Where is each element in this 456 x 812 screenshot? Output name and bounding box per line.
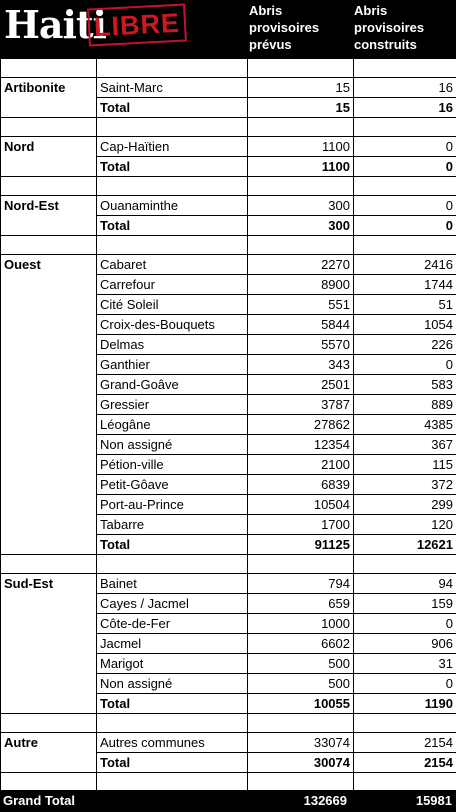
department-cell <box>1 98 97 118</box>
department-cell <box>1 355 97 375</box>
planned-cell: 2270 <box>248 255 354 275</box>
built-cell: 367 <box>354 435 456 455</box>
commune-cell: Cayes / Jacmel <box>97 594 248 614</box>
built-cell <box>354 236 456 255</box>
haiti-libre-logo[interactable] <box>2 2 190 48</box>
table-row <box>1 614 456 634</box>
commune-cell <box>97 236 248 255</box>
commune-cell: Carrefour <box>97 275 248 295</box>
built-cell: 889 <box>354 395 456 415</box>
built-cell: 4385 <box>354 415 456 435</box>
spacer-row <box>1 118 456 137</box>
department-cell <box>1 654 97 674</box>
commune-cell: Petit-Gôave <box>97 475 248 495</box>
commune-cell: Total <box>97 694 248 714</box>
commune-cell: Non assigné <box>97 674 248 694</box>
planned-cell: 551 <box>248 295 354 315</box>
grand-total-planned: 132669 <box>303 793 347 808</box>
table-row <box>1 355 456 375</box>
built-cell: 906 <box>354 634 456 654</box>
table-row <box>1 78 456 98</box>
department-cell <box>1 118 97 137</box>
planned-cell: 12354 <box>248 435 354 455</box>
shelter-table <box>0 58 456 792</box>
commune-cell: Ouanaminthe <box>97 196 248 216</box>
table-row <box>1 335 456 355</box>
total-row <box>1 535 456 555</box>
built-cell: 226 <box>354 335 456 355</box>
built-cell: 120 <box>354 515 456 535</box>
table-row <box>1 295 456 315</box>
planned-cell: 2501 <box>248 375 354 395</box>
department-cell <box>1 753 97 773</box>
column-header-built: Abris provisoires construits <box>354 3 425 52</box>
built-cell: 94 <box>354 574 456 594</box>
commune-cell: Bainet <box>97 574 248 594</box>
table-row <box>1 196 456 216</box>
planned-cell: 1700 <box>248 515 354 535</box>
planned-cell: 500 <box>248 654 354 674</box>
built-cell: 0 <box>354 216 456 236</box>
commune-cell: Pétion-ville <box>97 455 248 475</box>
commune-cell <box>97 773 248 792</box>
planned-cell: 343 <box>248 355 354 375</box>
department-cell <box>1 714 97 733</box>
department-cell <box>1 674 97 694</box>
commune-cell: Croix-des-Bouquets <box>97 315 248 335</box>
total-row <box>1 694 456 714</box>
planned-cell: 300 <box>248 216 354 236</box>
department-cell <box>1 295 97 315</box>
planned-cell <box>248 773 354 792</box>
built-cell: 1744 <box>354 275 456 295</box>
built-cell: 372 <box>354 475 456 495</box>
department-cell <box>1 535 97 555</box>
planned-cell: 500 <box>248 674 354 694</box>
department-cell: Ouest <box>1 255 97 275</box>
spacer-row <box>1 555 456 574</box>
table-row <box>1 255 456 275</box>
department-cell <box>1 634 97 654</box>
logo-libre-text: LIBRE <box>93 7 181 43</box>
spacer-row <box>1 773 456 792</box>
spacer-row <box>1 236 456 255</box>
commune-cell: Marigot <box>97 654 248 674</box>
built-cell <box>354 177 456 196</box>
commune-cell: Total <box>97 216 248 236</box>
planned-cell: 2100 <box>248 455 354 475</box>
built-cell: 16 <box>354 98 456 118</box>
planned-cell <box>248 177 354 196</box>
table-row <box>1 435 456 455</box>
built-cell: 0 <box>354 137 456 157</box>
total-row <box>1 157 456 177</box>
total-row <box>1 753 456 773</box>
planned-cell: 6839 <box>248 475 354 495</box>
table-row <box>1 574 456 594</box>
department-cell: Nord-Est <box>1 196 97 216</box>
planned-cell: 10504 <box>248 495 354 515</box>
planned-cell: 6602 <box>248 634 354 654</box>
department-cell <box>1 335 97 355</box>
planned-cell: 1100 <box>248 137 354 157</box>
planned-cell: 659 <box>248 594 354 614</box>
commune-cell: Cap-Haïtien <box>97 137 248 157</box>
commune-cell: Cité Soleil <box>97 295 248 315</box>
table-row <box>1 275 456 295</box>
table-row <box>1 654 456 674</box>
department-cell <box>1 59 97 78</box>
built-cell: 0 <box>354 614 456 634</box>
department-cell <box>1 773 97 792</box>
logo-haiti-text: Haiti <box>4 2 106 47</box>
shelter-table-body <box>1 59 456 792</box>
built-cell: 1190 <box>354 694 456 714</box>
table-row <box>1 415 456 435</box>
built-cell: 2154 <box>354 753 456 773</box>
table-row <box>1 594 456 614</box>
commune-cell: Total <box>97 753 248 773</box>
planned-cell: 8900 <box>248 275 354 295</box>
commune-cell: Grand-Goâve <box>97 375 248 395</box>
commune-cell: Jacmel <box>97 634 248 654</box>
department-cell: Nord <box>1 137 97 157</box>
department-cell <box>1 455 97 475</box>
planned-cell: 5570 <box>248 335 354 355</box>
planned-cell <box>248 714 354 733</box>
department-cell <box>1 555 97 574</box>
built-cell: 2154 <box>354 733 456 753</box>
grand-total-label: Grand Total <box>3 793 75 808</box>
table-row <box>1 674 456 694</box>
commune-cell: Non assigné <box>97 435 248 455</box>
commune-cell <box>97 714 248 733</box>
commune-cell: Cabaret <box>97 255 248 275</box>
total-row <box>1 216 456 236</box>
built-cell: 583 <box>354 375 456 395</box>
commune-cell: Autres communes <box>97 733 248 753</box>
commune-cell: Côte-de-Fer <box>97 614 248 634</box>
built-cell: 0 <box>354 355 456 375</box>
department-cell <box>1 594 97 614</box>
table-row <box>1 495 456 515</box>
commune-cell <box>97 555 248 574</box>
commune-cell: Delmas <box>97 335 248 355</box>
department-cell <box>1 475 97 495</box>
column-header-planned: Abris provisoires prévus <box>249 3 320 52</box>
commune-cell: Saint-Marc <box>97 78 248 98</box>
department-cell: Artibonite <box>1 78 97 98</box>
built-cell: 2416 <box>354 255 456 275</box>
spacer-row <box>1 59 456 78</box>
commune-cell: Total <box>97 98 248 118</box>
planned-cell <box>248 59 354 78</box>
logo-libre-stamp <box>87 3 187 46</box>
built-cell <box>354 118 456 137</box>
built-cell: 51 <box>354 295 456 315</box>
department-cell <box>1 495 97 515</box>
commune-cell <box>97 59 248 78</box>
table-row <box>1 315 456 335</box>
department-cell <box>1 395 97 415</box>
department-cell <box>1 177 97 196</box>
spacer-row <box>1 177 456 196</box>
built-cell: 1054 <box>354 315 456 335</box>
built-cell: 0 <box>354 196 456 216</box>
table-row <box>1 475 456 495</box>
planned-cell <box>248 555 354 574</box>
department-cell <box>1 515 97 535</box>
planned-cell: 30074 <box>248 753 354 773</box>
planned-cell: 27862 <box>248 415 354 435</box>
planned-cell: 91125 <box>248 535 354 555</box>
built-cell: 159 <box>354 594 456 614</box>
commune-cell: Gressier <box>97 395 248 415</box>
department-cell <box>1 216 97 236</box>
planned-cell: 15 <box>248 78 354 98</box>
department-cell <box>1 614 97 634</box>
built-cell <box>354 555 456 574</box>
table-row <box>1 455 456 475</box>
department-cell <box>1 375 97 395</box>
built-cell <box>354 59 456 78</box>
planned-cell: 33074 <box>248 733 354 753</box>
built-cell: 0 <box>354 674 456 694</box>
department-cell <box>1 275 97 295</box>
built-cell: 16 <box>354 78 456 98</box>
planned-cell: 15 <box>248 98 354 118</box>
department-cell <box>1 694 97 714</box>
grand-total-row <box>0 790 456 812</box>
planned-cell <box>248 118 354 137</box>
built-cell: 0 <box>354 157 456 177</box>
department-cell: Sud-Est <box>1 574 97 594</box>
spacer-row <box>1 714 456 733</box>
planned-cell: 300 <box>248 196 354 216</box>
commune-cell: Total <box>97 535 248 555</box>
planned-cell: 1100 <box>248 157 354 177</box>
department-cell <box>1 415 97 435</box>
commune-cell: Port-au-Prince <box>97 495 248 515</box>
built-cell: 115 <box>354 455 456 475</box>
planned-cell: 1000 <box>248 614 354 634</box>
department-cell <box>1 236 97 255</box>
table-row <box>1 733 456 753</box>
table-row <box>1 137 456 157</box>
header-bar <box>0 0 456 58</box>
commune-cell <box>97 177 248 196</box>
department-cell: Autre <box>1 733 97 753</box>
planned-cell: 10055 <box>248 694 354 714</box>
table-row <box>1 634 456 654</box>
planned-cell: 794 <box>248 574 354 594</box>
commune-cell: Ganthier <box>97 355 248 375</box>
planned-cell: 3787 <box>248 395 354 415</box>
table-row <box>1 375 456 395</box>
built-cell: 31 <box>354 654 456 674</box>
total-row <box>1 98 456 118</box>
built-cell <box>354 714 456 733</box>
planned-cell <box>248 236 354 255</box>
department-cell <box>1 435 97 455</box>
grand-total-built: 15981 <box>415 793 452 808</box>
commune-cell: Total <box>97 157 248 177</box>
commune-cell: Léogâne <box>97 415 248 435</box>
planned-cell: 5844 <box>248 315 354 335</box>
commune-cell: Tabarre <box>97 515 248 535</box>
built-cell: 299 <box>354 495 456 515</box>
department-cell <box>1 157 97 177</box>
built-cell: 12621 <box>354 535 456 555</box>
table-row <box>1 395 456 415</box>
table-row <box>1 515 456 535</box>
commune-cell <box>97 118 248 137</box>
built-cell <box>354 773 456 792</box>
department-cell <box>1 315 97 335</box>
